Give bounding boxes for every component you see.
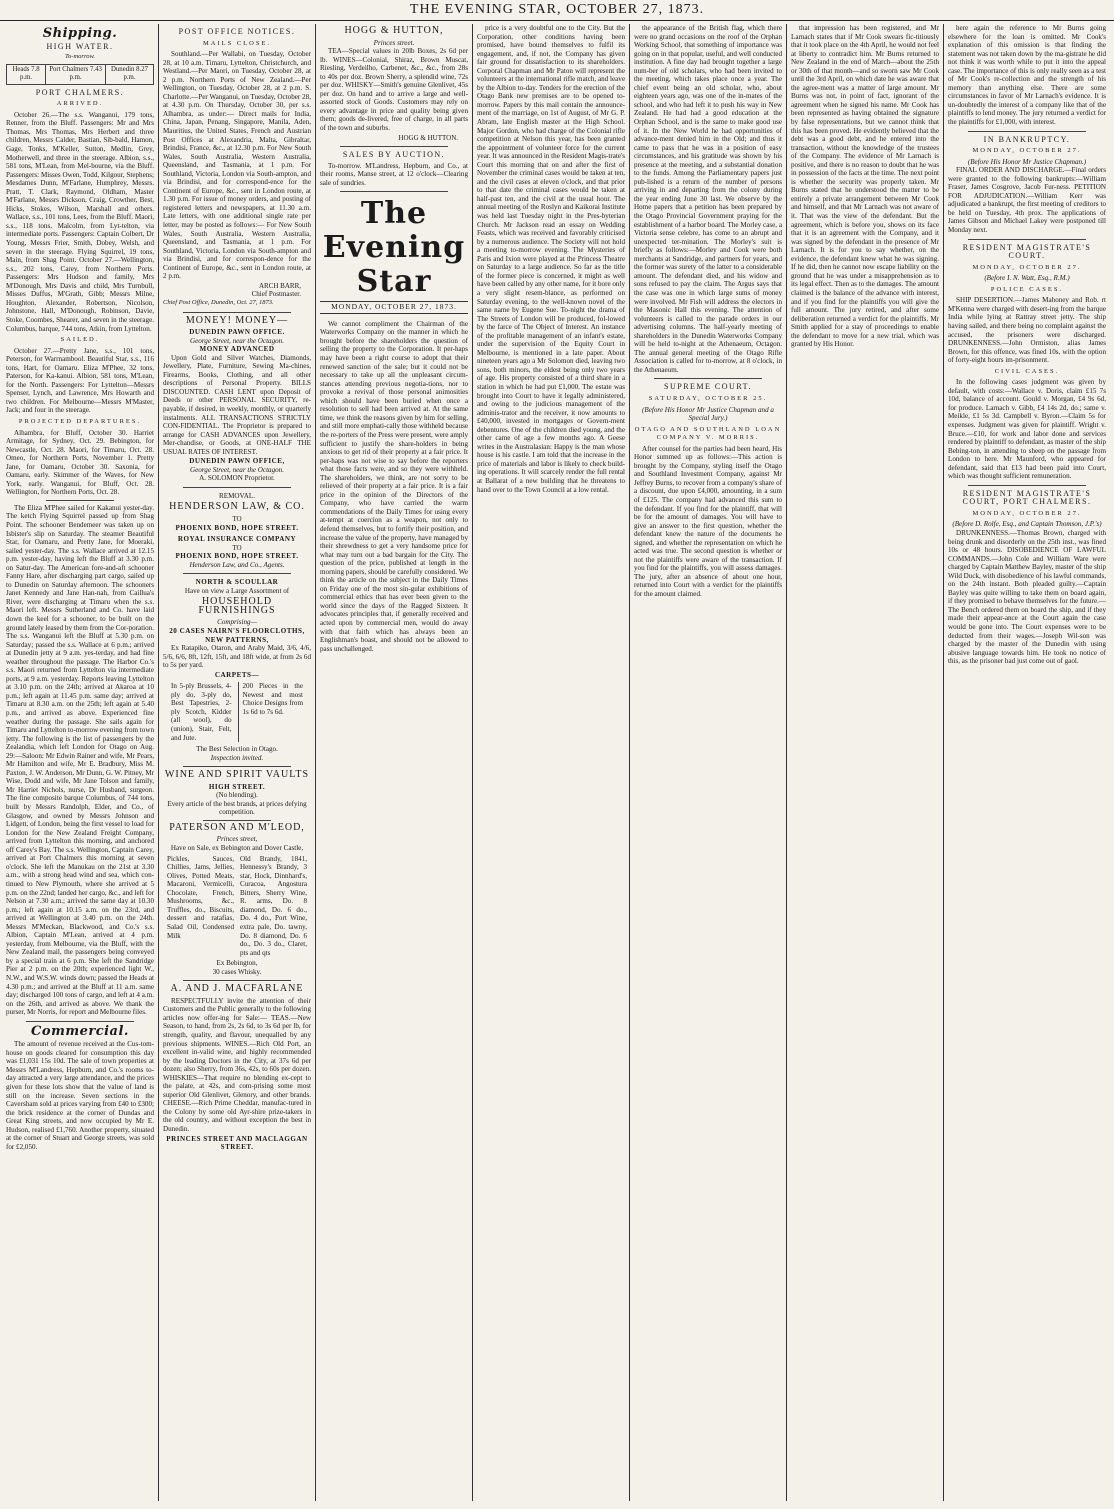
princes-street: Princes street,	[216, 835, 258, 844]
no-blending: (No blending).	[216, 791, 258, 800]
north-scoullar: NORTH & SCOULLAR	[195, 578, 279, 587]
ex-bebington: Ex Bebington,	[216, 959, 258, 968]
divider	[968, 485, 1086, 486]
carpet-best: The Best Selection in Otago.	[196, 745, 278, 754]
tide-heads: Heads 7.8 p.m.	[7, 64, 46, 84]
henderson-heading: HENDERSON LAW, & CO.	[169, 501, 305, 513]
pc-court-heading: RESIDENT MAGISTRATE'S COURT, PORT CHALMERS.	[962, 488, 1092, 507]
wine-text: Every article of the best brands, at prices defying competition.	[167, 799, 307, 817]
arrived-text: October 26.—The s.s. Wanganui, 179 tons, Renner, from the Bluff. Passengers: Mr and Mrs Thomas, Mrs Thomas, Mrs Herbert and three children, Messrs Calder, Bastian, Sib-bald, Hamon, Gage, Tonks, M'Keller, Sutton, Medlin, Grey, Motherwell, and three in the steerage. Albion, s.s., 581 tons, M'Lean, from Mel-bourne, via the Bluff. Passengers: Misses Owen, Todd, Kilgour, Stephens; Mesdames Dunn, M'Farlane, Humphrey, Messrs. Pratt, T. Clark, Raymond, Oldham, Master M'Farlane, Messrs Dickson, Craig, Crowther, Best, Hicks, Stokes, Wilson, Marshall and others. Wallace, s.s., 101 tons, Lees, from the Bluff. Maori, s.s., 118 tons, Malcolm, from Lyt-telton, via intermediate ports. Passengers: Captain Colbert, Dr Young, Messrs Frier, Smith, Dobey, Welsh, and seven in the steerage. Flying Squirrel, 19 tons, Main, from Shag Point. October 27.—Wellington, s.s., 202 tons, Carey, from Northern Ports. Passengers: Mrs Hudson and family, Mrs M'Donough, Mrs Davis and child, Mrs Turnbull, Misses Duffus, M'Grath, Gibb; Messrs Milne, Houghton, Alexander, Robertson, Nicolson, Johnstone, Hall, M'Donough, Robinson, Davie, Stoke, Coombes, Shearer, and seven in the steerage. Columbus, barque, 744 tons, Atkin, from Lyttelton.	[6, 110, 154, 333]
henderson-agents: Henderson Law, and Co., Agents.	[189, 560, 285, 569]
court-text-cont: that impression has been registered, and Mr Larnach states that if Mr Cook swears fic-titiously that it took place on the 4th April, he would not feel at liberty to contradict him. Mr Burns returned to New Zealand in the end of March—about the 25th or 30th of that month—and so sworn saw Mr Cook until the 3rd April, on which date he was aware that the agree-ment was a matter of large amount. Mr Burns was not, in point of fact, ignorant of the agreement when he signed his name. Mr Cook has been represented as having obtained the signature by false representations, but we cannot think that this has been proved. He evidently believed that the debt was a good debt, and he entered into the transaction, without the knowledge of the trustees of the Company. The evidence of Mr Larnach is positive, and there is no reason to doubt that he was in possession of the facts at the time. The next point is whether the security was properly taken. Mr Burns stated that he understood the matter to be entirely a private arrangement between Mr Cook and himself, and that Mr Larnach was not aware of it. That was the view of the defendant. But the agreement, which is before you, shows on its face that it is an agreement with the Company, and it was signed by the defendant in the presence of Mr Larnach. It is for you to say whether, on the evidence, the defendant knew what he was signing. If he did, then he cannot now escape liability on the ground that he was under a misapprehension as to its legal effect. Then as to the damages. The amount claimed is the balance of the advance with interest, and if you find for the plaintiffs you will give the full amount. The jury retired, and after some deliberation returned a verdict for the plaintiffs. Mr Smith applied for a stay of proceedings to enable the defendant to move for a new trial, which was granted by His Honor.	[791, 24, 939, 349]
pawn-address: George Street, near the Octagon.	[189, 336, 285, 345]
pawn-address-2: George Street, near the Octagon.	[189, 465, 285, 474]
port-chalmers-heading: PORT CHALMERS.	[35, 87, 125, 97]
hogg-hutton-sig: HOGG & HUTTON.	[398, 133, 458, 142]
column-court-cont	[791, 24, 939, 1501]
have-on-sale: Have on Sale, ex Bebington and Dover Castle,	[170, 844, 304, 853]
bankruptcy-text: FINAL ORDER AND DISCHARGE.—Final orders were granted to the following bankrupts:—William Fraser, James Cosgrove, Jacob Fur-ness. PETITION FOR ADJUDICATION.—William Kerr was adjudicated a bankrupt, the first meeting of creditors to be held on Tuesday, 4th prox. The applications of James Gibson and Michael Lakey were postponed till Monday next.	[948, 166, 1106, 235]
bankruptcy-heading: IN BANKRUPTCY.	[983, 134, 1071, 144]
projected-heading: PROJECTED DEPARTURES.	[18, 417, 142, 425]
masthead: THE EVENING STAR, OCTOBER 27, 1873.	[0, 0, 1114, 21]
supreme-court-heading: SUPREME COURT.	[664, 382, 752, 392]
commercial-heading: Commercial.	[31, 1023, 129, 1039]
cases-whisky: 30 cases Whisky.	[212, 967, 262, 976]
north-sub: Have on view a Large Assortment of	[184, 586, 290, 595]
wine-vaults-heading: WINE AND SPIRIT VAULTS	[164, 769, 310, 781]
pc-court-text: DRUNKENNESS.—Thomas Brown, charged with being drunk and disorderly on the 25th inst., was fined 10s or 48 hours. DISOBEDIENCE OF LAWFUL COMMANDS.—John Cole and William Ware were charged by Captain Matthew Bayley, master of the ship Wild Duck, with disobedience of his lawful commands, on the 24th instant. Both pleaded guilty.—Captain Bayley was quite willing to take them on board again, if they promised to behave themselves for the future.—The Bench ordered them on board the ship, and if they made their appear-ance at the Court again the case would be gone into. The Court expenses were to be deducted from their wages.—Joseph Wil-son was charged by the master of the Dunedin with using abusive language towards him. He took no notice of this, as the prisoner had just come out of gaol.	[948, 528, 1106, 666]
column-courts	[948, 24, 1106, 1501]
news-text-1: price is a very doubtful one to the City. But the Corporation, other conditions having been promised, have bound themselves to fulfil its engagement, and, if not, the Company has given fair ground for dissatisfaction to its shareholders. Corporal Chapman and Mr Paton will represent the volunteers at the international rifle match, and leave by the Albion to-day. Tenders for the erection of the Otago Bank new premises are to be opened to-morrow. Papers by this mail contain the announce-ment of the marriage, on 1st of August, of Mr G. P. Abram, late English master at the High School. Major Gordon, who had charge of the Colonial rifle competition at Nelson this year, has been granted the appointment of volunteer force for the current year. It was announced in the Resident Magis-trate's Court this morning that on and after the first of November the criminal cases would be taken at ten, and the civil cases at eleven o'clock, and that prior to that date the criminal cases would be taken at half-past ten, and the civil at the usual hour. The annual meeting of the Roslyn and Kaikorai Institute was held last Tuesday night in the Pres-byterian Church. Mr Jackson read an essay on Wedding Feasts, which was received and favorably criticised by a numerous audience. The Society will not hold a meeting to-morrow evening. The Mysteries of Paris and Ixion were played at the Princess Theatre on Saturday to a large audience. So far as the title of the former piece is concerned, it might as well have been called by any other name, for it bore only a very slight resem-blance, as performed on Saturday evening, to the well-known novel of the same name by Eugene Sue. To-night the drama of The Streets of London will be produced, fol-lowed by the farce of The Object of Interest. An instance of the profitable management of an infant's estate, under the supervision of the Equity Court in Melbourne, is mentioned in a late paper. About nineteen years ago a Mr Solomon died, leaving two sons, both minors, the eldest being only two years of age. His property consisted of a third share in a station in which he had put £1,000. The estate was brought into Court to have it legally administered, and owing to the judicious management of the adminis-trator and the receiver, it now amounts to £40,000, invested in mortgages or Govern-ment debentures. One of the children died young, and the other came of age a few months ago. A Geese writes in the Australasian: Happy is the man whose house is his castle. I am told that the increase in the price of materials and labor is likely to check build-ing operations. It will scarcely render the full rental at Ballarat of a new building that he threatens to hand over to the Town Council at a low rental.	[477, 24, 625, 494]
royal-to: TO	[232, 543, 242, 552]
divider	[46, 500, 114, 501]
divider	[183, 573, 291, 574]
divider	[968, 239, 1086, 240]
tide-chalmers: Port Chalmers 7.43 p.m.	[46, 64, 106, 84]
column-rule	[315, 24, 316, 1501]
rm-court-heading: RESIDENT MAGISTRATE'S COURT.	[962, 242, 1092, 261]
bankruptcy-sub: (Before His Honor Mr Justice Chapman.)	[967, 157, 1087, 166]
post-office-text: Southland.—Per Wallabi, on Tuesday, October 28, at 10 a.m. Timaru, Lyttelton, Christchurch, and Westland.—Per Maori, on Tuesday, October 28, at 2 p.m. Northern Ports of New Zealand.—Per Wellington, on Tuesday, October 28, at 2 p.m. S. Charlotte.—Per Wanganui, on Tuesday, October 28, at 4.30 p.m. On Thursday, October 30, per s.s. Alhambra, as under:— Direct mails for India, China, Japan, Penang, Singapore, Manila, Aden, Mauritius, the United States, French and Austrian Post Offices at Alexandria, Malta, Gibraltar, Brindisi, France, &c., at 12.30 p.m. For New South Wales, South Australia, Western Australia, Queensland, and Tasmania, at 1 p.m. For Southland, Victoria, London via South-ampton, and via Brindisi, and for correspond-ence for the Continent of Europe, &c., sent in London route, at 1.30 p.m. For issue of money orders, and posting of registered letters and newspapers, at 11.30 a.m. Late letters, with one additional single rate per letter, may be posted as follows:— For New South Wales, South Australia, Western Australia, Queensland, and Tasmania, at 1 p.m. For Southland, Victoria, London via South-ampton and via Brindisi, and for correspon-dence for the Continent of Europe, &c., sent in London route, at 2 p.m.	[163, 50, 311, 281]
column-rule	[943, 24, 944, 1501]
news-text-2: the appearance of the British flag, which there were no grand occasions on the roof of the Orphan Working School, that something of importance was going on in that popular, useful, and well conducted institution. A fine day had brought together a large num-ber of old scholars, who had been invited to the meeting, which takes place once a year. The chief event being an old scholar, who, about eighteen years ago, was one of the in-mates of the school, and who had left it to push his way in New Zealand. He had had a good education at the Orphan School, and is the same to make good use of it. In the New World he had opportunities of advance-ment denied him in the Old; and thus it came to pass that he was in a position of easy circumstances, and his gratitude was shown by his presence at the meeting, and a substantial donation to the funds. Among the Parliamentary papers just pub-lished is a return of the number of persons arriving in and departing from the colony during the year ending June 30 last. We observe by the Home papers that a petition has been prepared by the Otago Provincial Government praying for the establishment of a harbor board. The Morley case, a Victoria sense celebre, has come to an abrupt and unexpected ter-mination. The Morley's suit is briefly as follows:—Morley and Cook were both merchants at Sandridge, and partners for years, and the former was surety of the latter to a considerable amount. The defendant died, and his widow and sons refused to pay the claim. The Argus says that the case was one in which large sums of money were involved. Mr Fish will address the electors in the Masonic Hall this evening. The attention of volunteers is called to the parade orders in our advertising columns. The half-yearly meeting of shareholders in the Dunedin Waterworks Company will be held to-night at the Athenaeum, Octagon. The annual general meeting of the Otago Rifle Association is called for to-morrow, at 8 o'clock, in the Athenaeum.	[634, 24, 782, 374]
civil-cases-heading: CIVIL CASES.	[994, 367, 1060, 375]
editorial-text: We cannot compliment the Chairman of the Waterworks Company on the manner in which he brought before the shareholders the question of selling the property to the Corporation. It per-haps may have been a right course to adopt that their renewed sanction of the sale; but it could not be necessary to take up all the unpleasant circum-stances attending previous negotia-tions, nor to provoke a revival of those personal animosities which should have been buried when once a resolution to sell had been arrived at. At the same time, we think the reasons given by him for selling, and still more emphati-cally those withheld because the re-porters of the Press were present, were amply sufficient to justify the share-holders in being anxious to get rid of their property at a fair price. It per-haps was not wise to say before the reporters what those facts were, and so they were withheld. The shareholders, we think, are not sorry to be relieved of their property at a fair price. It is a fair price in the opinion of the Directors of the Company, who have carried the warm commendations of the Daily Times for using every at-tempt at coercion as a weapon, not only to defend themselves, but to fortify their position, and increase the value of the property, have managed by their shrewdness to get a very handsome price for what may turn out a bad bargain for the City. The question of the price, published at length in the morning papers, should be carefully considered. We think the article on the subject in the Daily Times on Friday one of the most sin-gular exhibitions of commercial ethics that has ever been given to the world since the days of the Ragged Sixteen. It advocates principles that, if generally received and acted upon by commercial men, would do away with that faith which has always been an Englishman's boast, and should not be allowed to pass unchallenged.	[320, 319, 468, 653]
column-news-2	[634, 24, 782, 1501]
supreme-court-sub: (Before His Honor Mr Justice Chapman and a Special Jury.)	[642, 405, 774, 423]
post-office-place: Chief Post Office, Dunedin, Oct. 27, 1873.	[163, 298, 274, 306]
divider	[26, 1021, 134, 1022]
civil-cases-text: In the following cases judgment was given by default, with costs:—Wallace v. Doris, claim £15 7s 10d, balance of account. Gould v. Morgan, £4 9s 6d, for produce. Larnach v. Gibb, £4 14s 2d, do.; same v. Meikle, £1 5s 3d. Campbell v. Byron.—Claim 5s for expenses. Judgment was given for plaintiff. Wright v. Bruce.—£10, for work and labor done and services rendered by plaintiff to defendant, as master of the ship Bebing-ton, in attending to sheep on the passage from London to here. Mr Maunford, who appeared for defendant, said that £13 had been paid into Court, which was thought sufficient remuneration.	[948, 378, 1106, 481]
henderson-to: TO	[232, 514, 242, 523]
column-shipping	[6, 24, 154, 1501]
bankruptcy-date: MONDAY, OCTOBER 27.	[972, 147, 1082, 155]
sailed-heading: SAILED.	[60, 336, 100, 344]
postmaster-name: ARCH BARR,	[258, 281, 301, 290]
auction-text: To-morrow. M'Landress, Hepburn, and Co., at their rooms, Manse street, at 12 o'clock—Clearing sale of sundries.	[320, 161, 468, 187]
high-water-sub: To-morrow.	[65, 53, 95, 61]
commercial-text: The amount of revenue received at the Cus-tom-house on goods cleared for consumption this day was £1,031 15s 10d. The sale of town properties at Messrs M'Landress, Hepburn, and Co.'s rooms to-day attracted a very large attendance, and the prices given for these lots show that the value of land is still on the increase. Seven sections in the Caversham sold at prices varying from £40 to £300; the brick residence at the corner of Dundas and Great King streets, and now occupied by Mr E. Hudson, realised £1,760. Another property, situated at the corner of Stuart and George streets, was sold for £2,050.	[6, 1040, 154, 1151]
column-rule	[629, 24, 630, 1501]
macfarlane-text: RESPECTFULLY invite the attention of their Customers and the Public generally to the following articles now offer-ing for Sale:— TEAS.—New Season, to hand, from 2s, 2s 6d, to 3s 6d per lb, for strength, quality, and flavour, unequalled by any previous shipments. WINES.—Rich Old Port, an excellent in-valid wine, and highly recommended by the leading Doctors in the City, at 37s 6d per dozen; also Sherry, from 36s, 42s, to 60s per dozen. WHISKIES—That require no blending ex-cept to the palate, at 42s, and com-prising some most superior Old Glenlivet, Glenory, and other brands. CHEESE.—Rich Prime Cheddar, manufac-tured in the Colony by some old Ayr-shire prize-takers in the old country, and without exception the best in Dunedin.	[163, 996, 311, 1133]
post-office-heading: POST OFFICE NOTICES.	[178, 27, 296, 36]
issue-date: MONDAY, OCTOBER 27, 1873.	[320, 301, 468, 314]
household-heading: HOUSEHOLD FURNISHINGS	[198, 596, 276, 616]
macfarlane-heading: A. AND J. MACFARLANE	[170, 983, 304, 995]
inspection-invited: Inspection invited.	[210, 753, 264, 762]
carpet-pieces: 200 Pieces in the Newest and most Choice Designs from 1s 6d to 7s 6d.	[238, 682, 304, 742]
high-street: HIGH STREET.	[208, 782, 266, 791]
hogg-hutton-heading: HOGG & HUTTON,	[344, 25, 444, 36]
pawn-heading-2: DUNEDIN PAWN OFFICE,	[189, 457, 285, 466]
shipping-news: The Eliza M'Phee sailed for Kakanui yester-day. The ketch Flying Squirrel passed up from Shag Point. The schooner Bendemeer was taken up on Isbister's slip on Saturday. The steamer Beautiful Star, for Oamaru, and Pretty Jane, for Moeraki, sailed yester-day. The s.s. Wallace arrived at 12.15 p.m. yester-day, having left the Bluff at 3.30 p.m. on Satur-day. The American fore-and-aft schooner Fanny Hare, after discharging part cargo, sailed up to Dunedin on Saturday afternoon. The schooners Janet Kennedy and Jane Han-nah, from Caillua's River, were discharging at Timaru when the s.s. Maori left. Messrs Sutherland and Co. have laid down the keel for a schooner, to be built on the ground lately leased by them from the Cor-poration. The s.s. Wanganui left the Bluff at 5.30 p.m. on Saturday; passed the s.s. Wallace at 6 p.m.; arrived at Dunedin jetty at 9 a.m. yes-terday, and had fine weather throughout the passage. The Harbor Co.'s s.s. Maori returned from Lyttelton via intermediate ports, at 9 a.m. yesterday. Reports leaving Lyttelton at 3.10 p.m. on the 24th; arrived at Akaroa at 10 p.m.; left again at 11.45 p.m. same day; arrived at Timaru at 8.30 a.m. on the 25th; left again at 5.40 p.m., and arrived as above. Experienced fine weather during the passage. She sails again for Timaru and Lyttelton to-morrow evening from town jetty. The following is the list of passengers by the Zealandia, which left London for Otago on Aug. 29:—Saloon: Mr Edwin Rainer and wife, Mr Pears, Mr Hamilton and wife, Mr E. Bradbury, Miss M. Paxton, J. W. Anderson, Mr Dunn, G. W. Pitney, Mr Wise, Dodd and wife, Mr Jane Tolson and family, Mr Harriet Nichols, nurse, Dr Husband, surgeon. The fine composite barque Columbus, of 744 tons, built by Messrs Randolph, Elder, and Co., of Glasgow, and owned by Messrs Johnson and Lidgett, of London, being the first vessel to load for London for the New Zealand Freight Company, arrived from Lyttelton this morning, and anchored off Carey's Bay. The s.s. Wellington, Captain Carey, arrived at Port Chalmers this morning at seven o'clock. She left the Manukau on the 21st at 3.30 a.m., with a strong head wind and sea, which con-tinued to New Plymouth, where she arrived at 5 p.m. on the 22nd; landed her cargo, &c., and left for Nelson at 7.30 a.m.; arrived the same day at 10.30 p.m.; left again at 10.15 a.m. on the 23rd, and arrived at Wellington at 3.40 p.m. on the 24th. Messrs M'Meckan, Blackwood, and Co.'s s.s. Albion, Captain M'Lean, arrived at 4 p.m. yesterday, from Melbourne, via the Bluff, with the New Zealand mail, the passengers being conveyed by a special train at 6 p.m. She left the Sandridge Pier at 2 p.m. on the 20th; experienced light W., N.W., and W.S.W. winds down; passed the Heads at 4.30 p.m.; and arrived at the Bluff at 11 a.m. same day; discharged 100 tons of cargo, and left at 4 a.m. on the 26th, and arrived as above. We thank the purser, Mr Norris, for report and Melbourne files.	[6, 503, 154, 1017]
divider	[340, 146, 448, 147]
court-case-title: OTAGO AND SOUTHLAND LOAN COMPANY V. MORRIS.	[634, 425, 782, 442]
comprising: Comprising—	[217, 618, 257, 627]
projected-text: Alhambra, for Bluff, October 30. Harriet Armitage, for Sydney, Oct. 29. Bebington, for Newcastle, Oct. 28. Maori, for Timaru, Oct. 28. Omeo, for Northern Ports, November 1. Pretty Jane, for Oamaru, October 30. Saxonia, for Oamaru, early. Skimmer of the Waves, for New York, early. Wanganui, for Bluff, Oct. 28. Wellington, for Northern Ports, Oct. 28.	[6, 428, 154, 497]
carpet-types: In 5-ply Brussels, 4-ply do, 3-ply do, Best Tapestries, 2-ply Scotch, Kidder (all wool), do (union), Stair, Felt, and Jute.	[171, 682, 232, 742]
pc-court-sub: (Before D. Rolfe, Esq., and Captain Thomson, J.P.'s)	[952, 520, 1102, 529]
divider	[340, 191, 448, 192]
column-editorial	[320, 24, 468, 1501]
shipping-heading: Shipping.	[42, 26, 118, 41]
spirits-left: Pickles, Sauces, Chillies, Jams, Jellies, Olives, Potted Meats, Macaroni, Vermicelli, Chocolate, French, Mushrooms, &c., Truffles, do., Biscuits, dessert and ratafias, Salad Oil, Condensed Milk	[167, 854, 234, 940]
column-rule	[472, 24, 473, 1501]
column-ads-1	[163, 24, 311, 1501]
arrived-heading: ARRIVED.	[56, 100, 104, 108]
sailed-text: October 27.—Pretty Jane, s.s., 101 tons, Peterson, for Warrnambool. Beautiful Star, s.s., 116 tons, Hart, for Oamaru. Eliza M'Phee, 32 tons, Paterson, for Ka-kanui. Albion, 581 tons, M'Lean, for the North. Passengers: For Lyttelton—Messrs Spenser, Lynch, and Lawrence, Mrs Howarth and two children. For Melbourne—Messrs M'Master, Jack; and four in the steerage.	[6, 346, 154, 415]
court-text: After counsel for the parties had been heard, His Honor summed up as follows:—This action is brought by the Company, styling itself the Otago and Southland Investment Company, against Mr Jeffrey Burns, to recover from a company's share of a discount, due upon £4,000, amounting, in a sum of £125. The company had advanced this sum to the defendant. If you find for the plaintiff, that will be for the amount of damages. You will have to give an answer to the first question, whether the defendant knew the nature of the documents he signed, and whether the representation on which he acted was true. The second question is whether or not the plaintiffs were aware of the transaction. If you find for the plaintiffs, you will assess damages. The jury, after an absence of about one hour, returned into Court with a verdict for the plaintiffs for the amount claimed.	[634, 444, 782, 598]
supreme-court-date: SATURDAY, OCTOBER 25.	[648, 394, 768, 402]
hogg-hutton-text: TEA—Special values in 20lb Boxes, 2s 6d per lb. WINES—Colonial, Shiraz, Brown Muscat, Riesling, Verdeilho, Carbenet, &c., &c., from 28s to 40s per doz. Brown Sherry, a splendid wine, 72s per doz. WHISKY—Smith's genuine Glenlivet, 45s per doz. On hand and to arrive a large and well-assorted stock of Goods. Customers may rely on every advantage in price and quality being given them; goods de-livered, free of charge, in all parts of the town and suburbs.	[320, 47, 468, 133]
money-advanced: MONEY ADVANCED	[199, 345, 275, 354]
hogg-hutton-sub: Princes street.	[373, 38, 415, 47]
columns	[6, 24, 1108, 1501]
divider	[183, 312, 291, 313]
carpets-heading: CARPETS—	[214, 670, 260, 679]
divider	[654, 378, 762, 379]
column-news-1	[477, 24, 625, 1501]
newspaper-flag: The Evening Star	[322, 196, 466, 300]
pawn-heading: DUNEDIN PAWN OFFICE.	[189, 328, 285, 337]
phoenix-bond-2: PHOENIX BOND, HOPE STREET.	[175, 552, 299, 561]
phoenix-bond: PHOENIX BOND, HOPE STREET.	[175, 523, 299, 532]
rm-court-date: MONDAY, OCTOBER 27.	[972, 263, 1082, 271]
nairn-text: Ex Ratapiko, Otaron, and Araby Maid, 3/6, 4/6, 5/6, 6/6, 8ft, 12ft, 15ft, and 18ft wide, at from 2s 6d to 5s per yard.	[163, 644, 311, 670]
divider	[183, 766, 291, 767]
divider	[183, 487, 291, 488]
column-rule	[786, 24, 787, 1501]
pawn-text: Upon Gold and Silver Watches, Diamonds, Jewellery, Plate, Furniture, Sewing Ma-chines, Firearms, Books, Clothing, and all other descriptions of Personal Property. BILLS DISCOUNTED. CASH LENT upon Deposit of Deeds or other PERSONAL SECURITY, re-payable, if desired, in weekly, monthly, or quarterly instalments. ALL TRANSACTIONS STRICTLY CON-FIDENTIAL. The Proprietor is prepared to arrange for CASH ADVANCES upon Jewellery, Mer-chandise, or Goods, at ONE-HALF THE USUAL RATES OF INTEREST.	[163, 353, 311, 456]
court-text-end: here again the reference to Mr Burns going elsewhere for the loan is omitted. Mr Cook's explanation of this omission is that finding the statement was not taken down by the ma-gistrate he did not think it was worth while to put it into the appeal case. The importance of this is only really seen as a test of Mr Cook's re-collection and the strength of his memory than anything else. There are some circumstances in favor of Mr Larnach's evidence. It is un-doubtedly the interest of a company like that of the plaintiffs to lend money. The jury returned a verdict for the plaintiffs for £1,000, with interest.	[948, 24, 1106, 127]
royal-insurance: ROYAL INSURANCE COMPANY	[177, 535, 297, 544]
mails-close-heading: MAILS CLOSE.	[202, 39, 272, 47]
tide-table	[6, 64, 154, 85]
auction-heading: SALES BY AUCTION.	[342, 150, 446, 160]
removal-heading: REMOVAL.	[219, 491, 255, 500]
tide-dunedin: Dunedin 8.27 p.m.	[106, 64, 154, 84]
divider	[183, 980, 291, 981]
police-cases-heading: POLICE CASES.	[990, 285, 1064, 293]
nairn-cases: 20 CASES NAIRN'S FLOORCLOTHS, NEW PATTERNS,	[169, 627, 305, 644]
macfarlane-footer: PRINCES STREET AND MACLAGGAN STREET.	[166, 1134, 308, 1152]
police-cases-text: SHIP DESERTION.—James Mahoney and Rob. rt M'Kenna were charged with desert-ing from the barque India while lying at Rattray street jetty. The ship having sailed, and there being no complaint against the accused, the prisoners were discharged. DRUNKENNESS.—John Ormiston, alias James Brown, for this offence, was fined 10s, with the option of forty-eight hours im-prisonment.	[948, 296, 1106, 365]
divider	[968, 131, 1086, 132]
divider	[203, 820, 271, 821]
postmaster-title: Chief Postmaster.	[251, 290, 301, 299]
pc-court-date: MONDAY, OCTOBER 27.	[972, 509, 1082, 517]
column-rule	[158, 24, 159, 1501]
carpet-box	[171, 682, 303, 742]
pawn-proprietor: A. SOLOMON Proprietor.	[199, 474, 275, 483]
paterson-heading: PATERSON AND M'LEOD,	[169, 821, 305, 833]
high-water-heading: HIGH WATER.	[46, 41, 114, 51]
money-heading: MONEY! MONEY—	[185, 314, 289, 326]
spirits-list	[167, 855, 307, 958]
spirits-right: Old Brandy, 1841, Hennessy's Brandy, 3 star, Hock, Dinnhard's, Curacoa, Angostura Bitters, Sherry Wine, R. arms, Do. 8 diamond, Do. 6 do., Do. 4 do., Port Wine, extra pale, Do. tawny, Do. 8 diamond, Do. 6 do., Do. 3 do., Claret, pts and qts	[240, 854, 307, 957]
rm-court-sub: (Before I. N. Watt, Esq., R.M.)	[984, 274, 1070, 283]
